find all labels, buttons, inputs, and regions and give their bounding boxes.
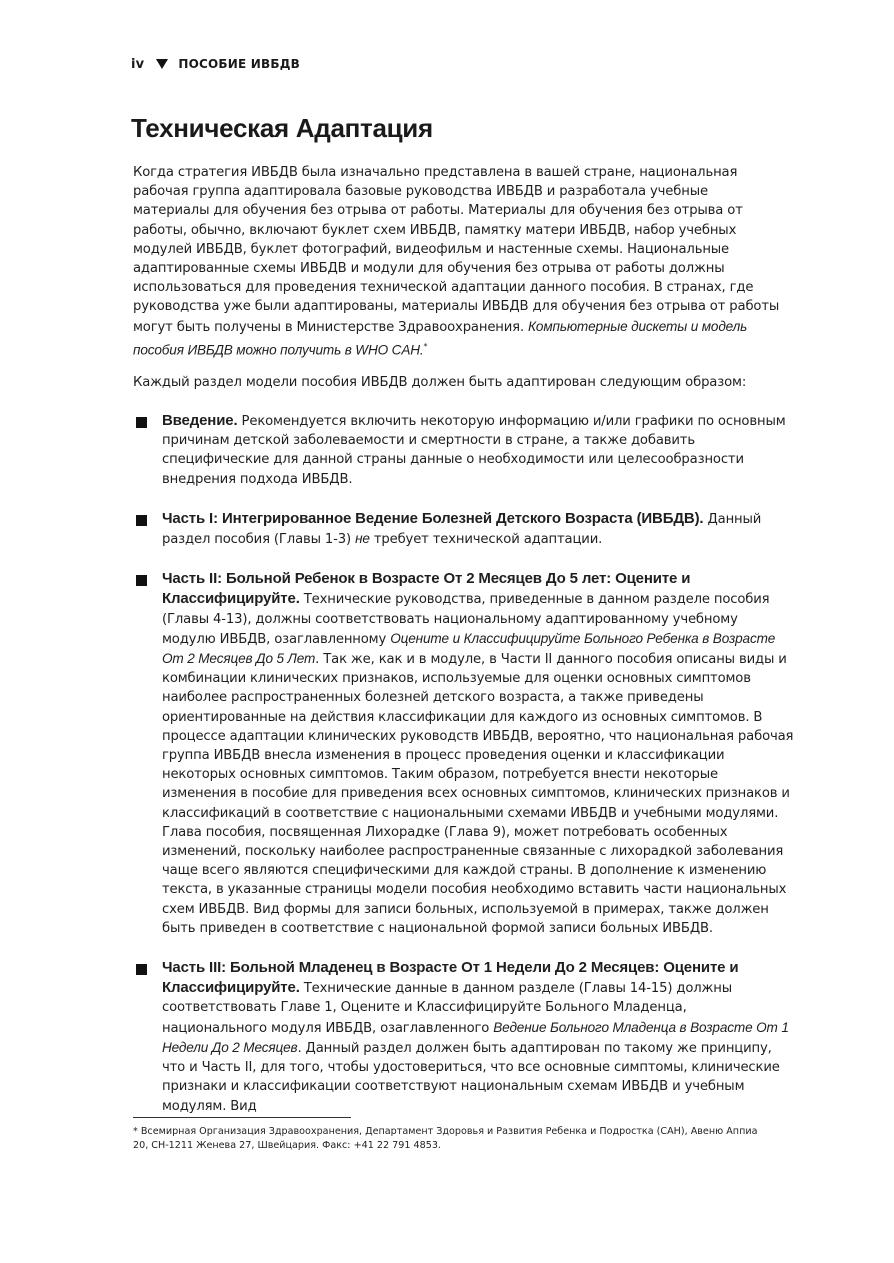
section-item-text: Технические руководства, приведенные в данном разделе пособия (Главы 4-13), должны соответствовать национальному адаптированному учебному модулю ИВБДВ, озаглавленному — [162, 592, 770, 647]
section-item-text: . Данный раздел должен быть адаптирован по такому же принципу, что и Часть II, для того, чтобы удостовериться, что все основные симптомы, клинические признаки и классификации соответствуют национальным схемам ИВБДВ и учебным модулям. Вид — [162, 1040, 780, 1114]
section-item-text: . Так же, как и в модуле, в Части II данного пособия описаны виды и комбинации клинических признаков, используемые для оценки основных симптомов наиболее распространенных болезней детского возраста, а также приведены ориентированные на действия классификации для каждого из основных симптомов. В процессе адаптации клинических руководств ИВБДВ, вероятно, что национальная рабочая группа ИВБДВ внесла изменения в процесс проведения оценки и классификации некоторых основных симптомов. Таким образом, потребуется внести некоторые изменения в пособие для приведения всех основных симптомов, клинических признаков и классификаций в соответствие с национальными схемами ИВБДВ и учебными модулями. Глава пособия, посвященная Лихорадке (Глава 9), может потребовать особенных изменений, поскольку наиболее распространенные связанные с лихорадкой заболевания чаще всего являются специфическими для каждой страны. В дополнение к изменению текста, в указанные страницы модели пособия необходимо вставить части национальных схем ИВБДВ. Вид формы для записи больных, используемой в примерах, также должен быть приведен в соответствие с национальной формой записи больных ИВБДВ. — [162, 652, 794, 936]
running-header — [131, 57, 300, 72]
header-title: ПОСОБИЕ ИВБДВ — [178, 57, 300, 71]
page-title: Техническая Адаптация — [131, 113, 433, 143]
section-item-title: Часть III: Больной Младенец в Возрасте От 1 Недели До 2 Месяцев: Оцените и Классифицируйте. — [162, 959, 739, 997]
section-item — [133, 509, 795, 549]
section-item-text: требует технической адаптации. — [369, 532, 603, 548]
bullet-square-icon — [136, 964, 147, 975]
footnote-divider — [133, 1117, 351, 1118]
section-list — [133, 411, 795, 1136]
intro-paragraph — [133, 163, 783, 360]
section-item — [133, 411, 795, 489]
section-item-italic: не — [355, 531, 370, 547]
section-item-title: Часть I: Интегрированное Ведение Болезней Детского Возраста (ИВБДВ). — [162, 509, 704, 527]
footnote: * Всемирная Организация Здравоохранения, Департамент Здоровья и Развития Ребенка и Подростка (САН), Авеню Аппиа 20, CH-1211 Женева 27, Швейцария. Факс: +41 22 791 4853. — [133, 1126, 758, 1151]
bullet-square-icon — [136, 417, 147, 428]
lead-paragraph: Каждый раздел модели пособия ИВБДВ должен быть адаптирован следующим образом: — [133, 375, 747, 390]
bullet-square-icon — [136, 515, 147, 526]
intro-text: Когда стратегия ИВБДВ была изначально представлена в вашей стране, национальная рабочая группа адаптировала базовые руководства ИВБДВ и разработала учебные материалы для обучения без отрыва от работы. Материалы для обучения без отрыва от работы, обычно, включают буклет схем ИВБДВ, памятку матери ИВБДВ, набор учебных модулей ИВБДВ, буклет фотографий, видеофильм и настенные схемы. Национальные адаптированные схемы ИВБДВ и модули для обучения без отрыва от работы должны использоваться для проведения технической адаптации данного пособия. В странах, где руководства уже были адаптированы, материалы ИВБДВ для обучения без отрыва от работы могут быть получены в Министерстве Здравоохранения. — [133, 165, 780, 335]
section-item — [133, 958, 795, 1116]
bullet-square-icon — [136, 575, 147, 586]
page-number: iv — [131, 57, 145, 72]
section-item-italic: Оцените и Классифицируйте Больного Ребенка в Возрасте От 2 Месяцев До 5 Лет — [162, 630, 776, 667]
section-item-text: Технические данные в данном разделе (Главы 14-15) должны соответствовать Главе 1, Оцените и Классифицируйте Больного Младенца, национального модуля ИВБДВ, озаглавленного — [162, 981, 732, 1036]
intro-italic: Компьютерные дискеты и модель пособия ИВБДВ можно получить в WHO CAH. — [133, 318, 748, 358]
section-item-title: Часть II: Больной Ребенок в Возрасте От 2 Месяцев До 5 лет: Оцените и Классифицируйте. — [162, 570, 691, 608]
section-item-text: Данный раздел пособия (Главы 1-3) — [162, 511, 762, 548]
section-item-text: Рекомендуется включить некоторую информацию и/или графики по основным причинам детской заболеваемости и смертности в стране, а также добавить специфические для данной страны данные о необходимости или целесообразности внедрения подхода ИВБДВ. — [162, 414, 786, 487]
triangle-down-icon — [156, 59, 168, 69]
section-item — [133, 569, 795, 938]
section-item-italic: Ведение Больного Младенца в Возрасте От 1 Недели До 2 Месяцев — [162, 1019, 789, 1055]
footnote-mark: * — [423, 341, 428, 351]
section-item-title: Введение. — [162, 412, 238, 429]
